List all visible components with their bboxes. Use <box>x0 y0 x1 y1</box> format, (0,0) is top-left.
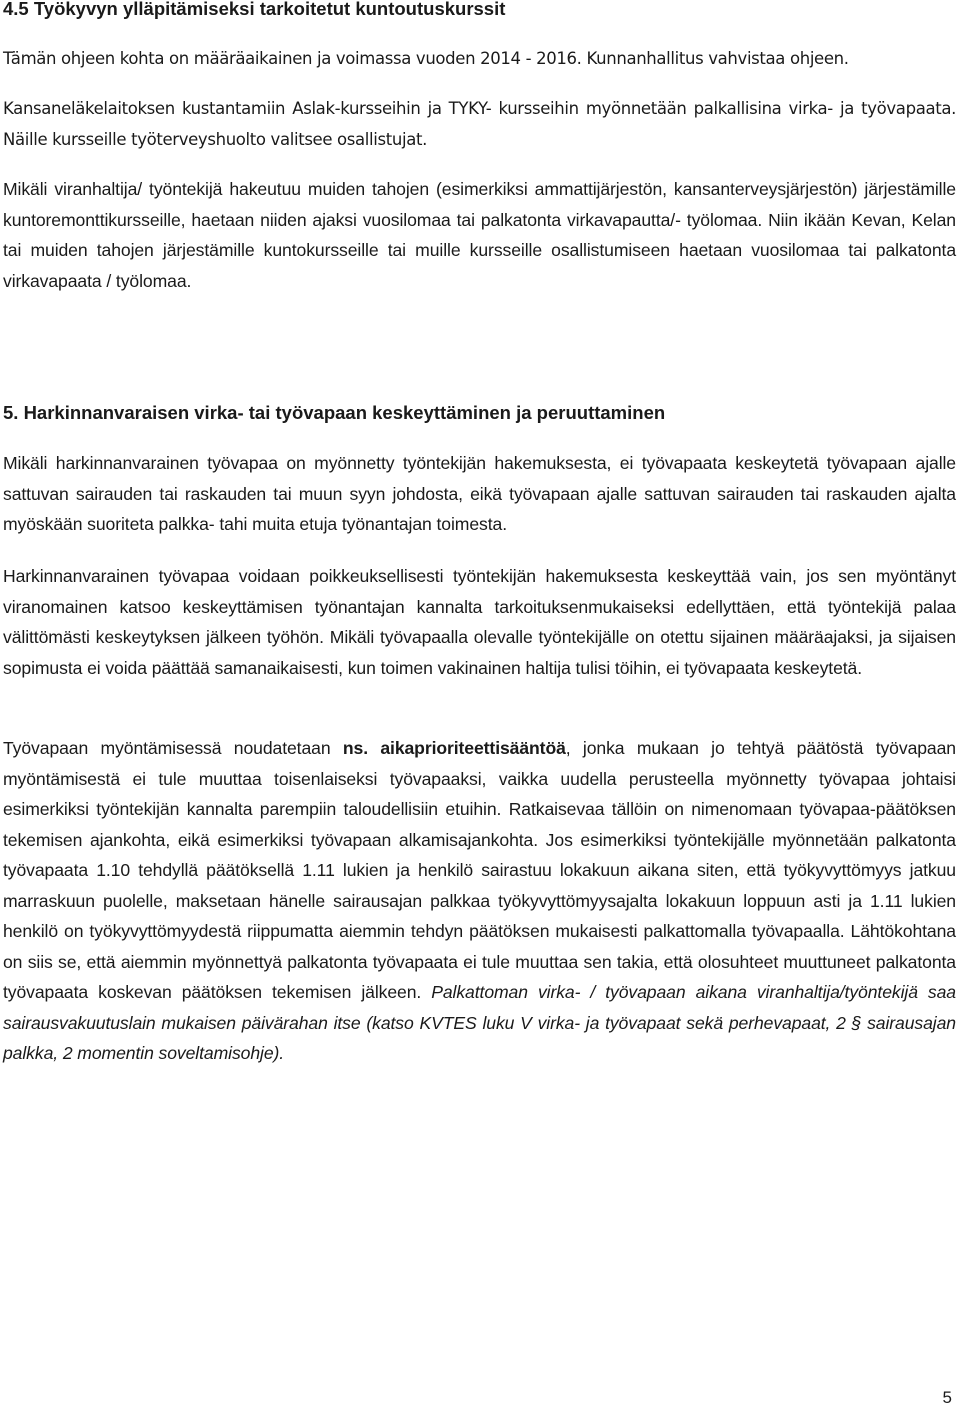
paragraph-time-priority-rule <box>3 733 956 1069</box>
section-heading-4-5: 4.5 Työkyvyn ylläpitämiseksi tarkoitetut kuntoutuskurssit <box>3 0 506 19</box>
paragraph-aslak-courses: Kansaneläkelaitoksen kustantamiin Aslak-kursseihin ja TYKY- kursseihin myönnetään palkallisina virka- ja työvapaata. Näille kursseille työterveyshuolto valitsee osallistujat. <box>3 99 956 149</box>
section-heading-5: 5. Harkinnanvaraisen virka- tai työvapaan keskeyttäminen ja peruuttaminen <box>3 402 666 423</box>
page-number: 5 <box>942 1388 952 1407</box>
paragraph-validity: Tämän ohjeen kohta on määräaikainen ja voimassa vuoden 2014 - 2016. Kunnanhallitus vahvistaa ohjeen. <box>3 49 849 68</box>
text-segment: , jonka mukaan jo tehtyä päätöstä työvapaan myöntämisestä ei tule muuttaa toisenlaiseksi työvapaaksi, vaikka uudella perusteella myönnetty työvapaa johtaisi esimerkiksi työntekijän kannalta parempiin taloudellisiin etuihin. Ratkaisevaa tällöin on nimenomaan työvapaa-päätöksen tekemisen ajankohta, eikä esimerkiksi työvapaan alkamisajankohta. Jos esimerkiksi työntekijälle myönnetään palkatonta työvapaata 1.10 tehdyllä päätöksellä 1.11 lukien ja henkilö sairastuu lokakuun aikana siten, että työkyvyttömyys jatkuu marraskuun puolelle, maksetaan hänelle sairausajan palkkaa työkyvyttömyysajalta lokakuun loppuun asti ja 1.11 lukien henkilö on työkyvyttömyydestä riippumatta aiemmin tehdyn päätöksen mukaisesti palkattomalla työvapaalla. Lähtökohtana on siis se, että aiemmin myönnettyä palkatonta työvapaata ei tule muuttaa sen takia, että olosuhteet muuttuneet palkatonta työvapaata koskevan päätöksen tekemisen jälkeen. <box>3 738 956 1002</box>
paragraph-discretionary-leave: Mikäli harkinnanvarainen työvapaa on myönnetty työntekijän hakemuksesta, ei työvapaata keskeytetä työvapaan ajalle sattuvan sairauden tai raskauden tai muun syyn johdosta, eikä työvapaan ajalle sattuvan sairauden tai raskauden ajalta myöskään suoriteta palkka- tahi muita etuja työnantajan toimesta. <box>3 453 956 534</box>
bold-term-priority-rule: aikaprioriteettisääntöä <box>380 738 566 758</box>
paragraph-interruption: Harkinnanvarainen työvapaa voidaan poikkeuksellisesti työntekijän hakemuksesta keskeyttää vain, jos sen myöntänyt viranomainen katsoo keskeyttämisen työnantajan kannalta tarkoituksenmukaiseksi edellyttäen, että työntekijä palaa välittömästi keskeytyksen jälkeen työhön. Mikäli työvapaalla olevalle työntekijälle on otettu sijainen määräajaksi, ja sijaisen sopimusta ei voida päättää samanaikaisesti, kun toimen vakinainen haltija tulisi töihin, ei työvapaata keskeytetä. <box>3 566 956 678</box>
text-segment-space <box>368 738 380 758</box>
paragraph-other-courses: Mikäli viranhaltija/ työntekijä hakeutuu muiden tahojen (esimerkiksi ammattijärjestön, kansanterveysjärjestön) järjestämille kuntoremonttikursseille, haetaan niiden ajaksi vuosilomaa tai palkatonta virkavapautta/- työlomaa. Niin ikään Kevan, Kelan tai muiden tahojen järjestämille kuntokursseille tai muille kursseille osallistumiseen haetaan vuosilomaa tai palkatonta virkavapaata / työlomaa. <box>3 179 956 291</box>
text-segment: Työvapaan myöntämisessä noudatetaan <box>3 738 343 758</box>
bold-term-ns: ns. <box>342 738 368 758</box>
italic-note: Palkattoman virka- / työvapaan aikana viranhaltija/työntekijä saa sairausvakuutuslain mukaisen päivärahan itse (katso KVTES luku V virka- ja työvapaat sekä perhevapaat, 2 § sairausajan palkka, 2 momentin soveltamisohje). <box>3 982 956 1063</box>
